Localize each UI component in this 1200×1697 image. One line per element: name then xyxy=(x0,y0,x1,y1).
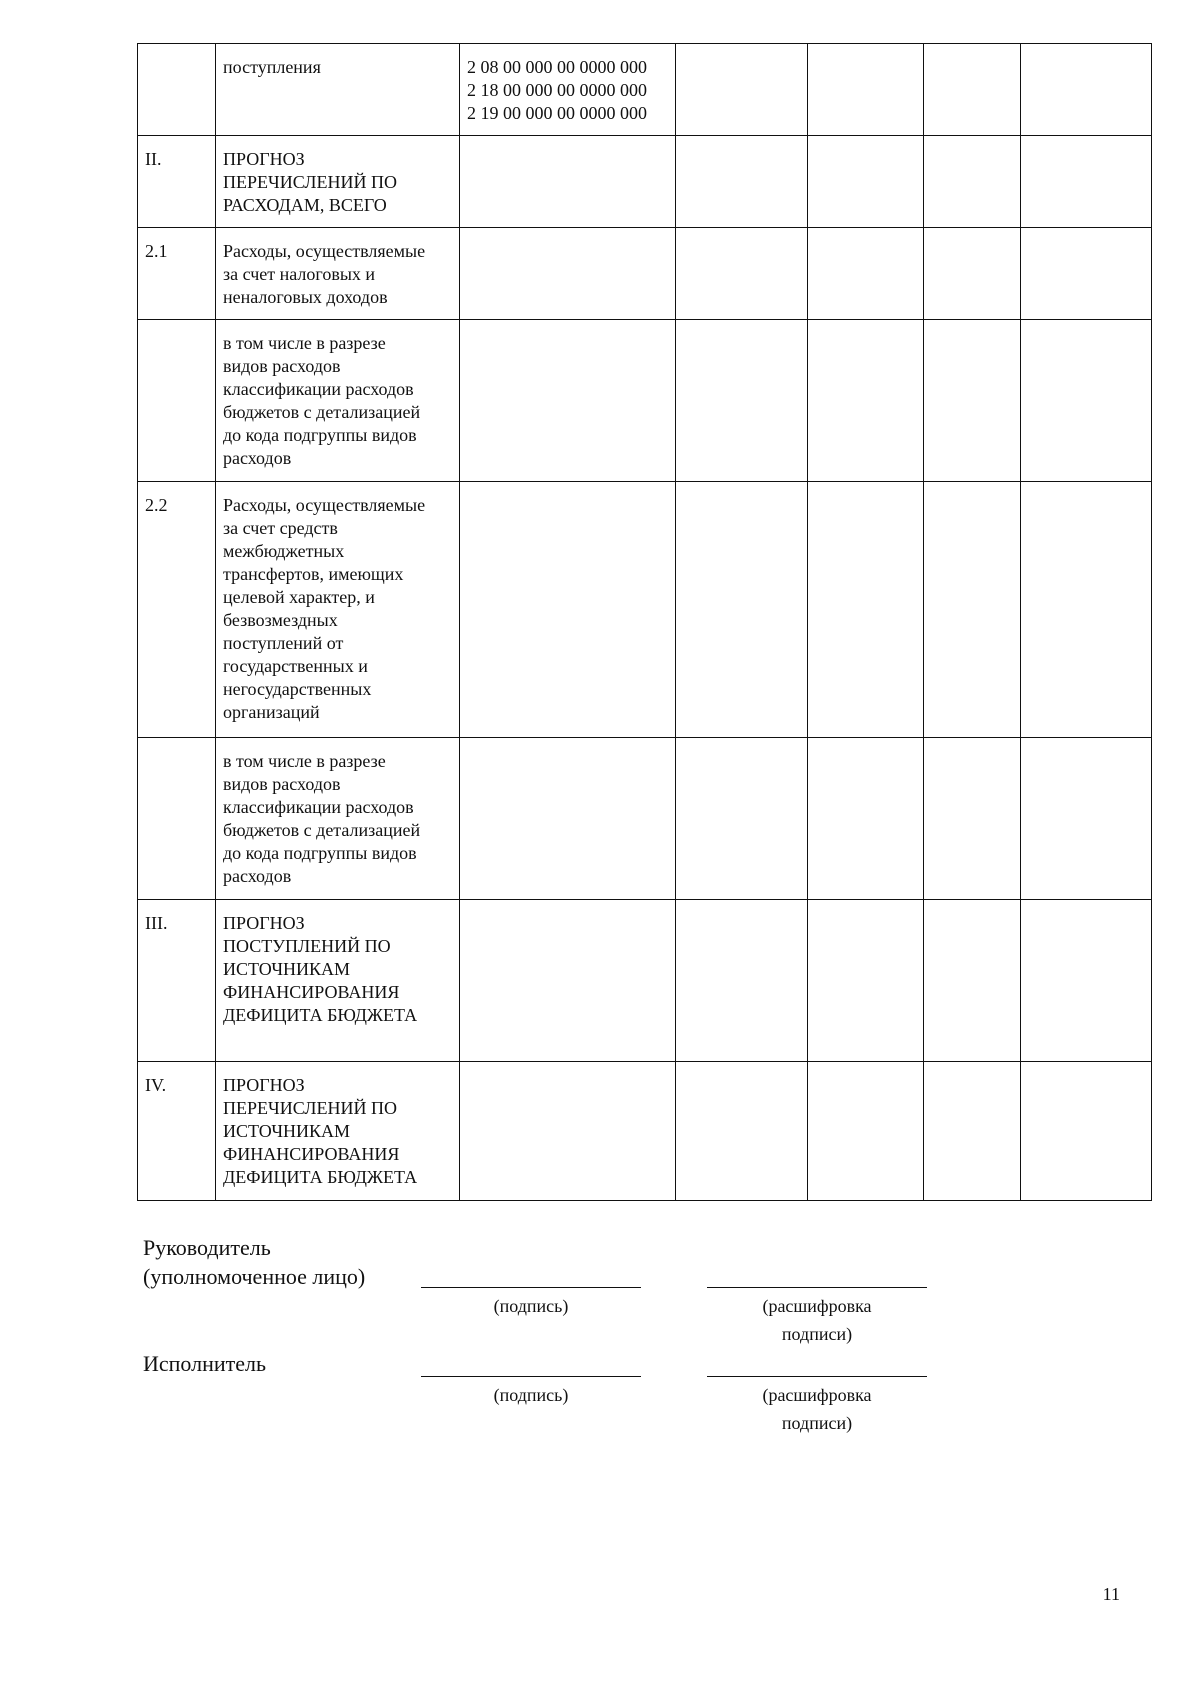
row-number: 2.2 xyxy=(138,482,216,738)
row-number: III. xyxy=(138,900,216,1062)
value-cell xyxy=(808,44,924,136)
value-cell xyxy=(460,482,676,738)
executor-label: Исполнитель xyxy=(143,1351,267,1376)
value-cell xyxy=(808,482,924,738)
row-number: IV. xyxy=(138,1062,216,1201)
head-signature-line xyxy=(421,1287,641,1288)
value-cell xyxy=(924,1062,1021,1201)
row-codes: 2 08 00 000 00 0000 000 2 18 00 000 00 0000 000 2 19 00 000 00 0000 000 xyxy=(460,44,676,136)
value-cell xyxy=(460,320,676,482)
row-name: в том числе в разрезе видов расходов классификации расходов бюджетов с детализацией до кода подгруппы видов расходов xyxy=(216,320,460,482)
table-row xyxy=(138,900,1152,1062)
value-cell xyxy=(808,228,924,320)
value-cell xyxy=(676,44,808,136)
value-cell xyxy=(676,320,808,482)
value-cell xyxy=(924,228,1021,320)
row-name: Расходы, осуществляемые за счет средств межбюджетных трансфертов, имеющих целевой характер, и безвозмездных поступлений от государственных и негосударственных организаций xyxy=(216,482,460,738)
value-cell xyxy=(676,228,808,320)
forecast-table xyxy=(137,43,1152,1201)
value-cell xyxy=(676,482,808,738)
value-cell xyxy=(676,136,808,228)
head-decoding-caption: (расшифровка подписи) xyxy=(762,1296,872,1344)
table-row xyxy=(138,320,1152,482)
value-cell xyxy=(460,900,676,1062)
row-number xyxy=(138,738,216,900)
row-name: в том числе в разрезе видов расходов классификации расходов бюджетов с детализацией до кода подгруппы видов расходов xyxy=(216,738,460,900)
row-name: поступления xyxy=(216,44,460,136)
value-cell xyxy=(924,136,1021,228)
value-cell xyxy=(808,738,924,900)
row-name: Расходы, осуществляемые за счет налоговых и неналоговых доходов xyxy=(216,228,460,320)
value-cell xyxy=(460,228,676,320)
value-cell xyxy=(460,1062,676,1201)
value-cell xyxy=(924,44,1021,136)
value-cell xyxy=(1021,320,1152,482)
table-row xyxy=(138,136,1152,228)
value-cell xyxy=(924,738,1021,900)
executor-decoding-caption: (расшифровка подписи) xyxy=(762,1385,872,1433)
row-name: ПРОГНОЗ ПЕРЕЧИСЛЕНИЙ ПО ИСТОЧНИКАМ ФИНАНСИРОВАНИЯ ДЕФИЦИТА БЮДЖЕТА xyxy=(216,1062,460,1201)
value-cell xyxy=(808,1062,924,1201)
head-label: Руководитель (уполномоченное лицо) xyxy=(143,1235,366,1289)
value-cell xyxy=(924,320,1021,482)
table-row xyxy=(138,228,1152,320)
table-row xyxy=(138,1062,1152,1201)
value-cell xyxy=(1021,900,1152,1062)
value-cell xyxy=(1021,482,1152,738)
value-cell xyxy=(1021,1062,1152,1201)
table-row xyxy=(138,482,1152,738)
value-cell xyxy=(460,738,676,900)
value-cell xyxy=(460,136,676,228)
table-row xyxy=(138,44,1152,136)
value-cell xyxy=(1021,228,1152,320)
value-cell xyxy=(676,1062,808,1201)
value-cell xyxy=(676,900,808,1062)
value-cell xyxy=(808,136,924,228)
page-number: 11 xyxy=(1102,1584,1120,1604)
head-decoding-line xyxy=(707,1287,927,1288)
value-cell xyxy=(1021,44,1152,136)
value-cell xyxy=(808,900,924,1062)
value-cell xyxy=(924,900,1021,1062)
row-number xyxy=(138,44,216,136)
value-cell xyxy=(808,320,924,482)
row-number: II. xyxy=(138,136,216,228)
row-number: 2.1 xyxy=(138,228,216,320)
executor-signature-line xyxy=(421,1376,641,1377)
value-cell xyxy=(676,738,808,900)
head-signature-caption: (подпись) xyxy=(493,1296,569,1316)
value-cell xyxy=(924,482,1021,738)
value-cell xyxy=(1021,136,1152,228)
table-row xyxy=(138,738,1152,900)
row-number xyxy=(138,320,216,482)
executor-decoding-line xyxy=(707,1376,927,1377)
value-cell xyxy=(1021,738,1152,900)
row-name: ПРОГНОЗ ПОСТУПЛЕНИЙ ПО ИСТОЧНИКАМ ФИНАНСИРОВАНИЯ ДЕФИЦИТА БЮДЖЕТА xyxy=(216,900,460,1062)
row-name: ПРОГНОЗ ПЕРЕЧИСЛЕНИЙ ПО РАСХОДАМ, ВСЕГО xyxy=(216,136,460,228)
executor-signature-caption: (подпись) xyxy=(493,1385,569,1405)
